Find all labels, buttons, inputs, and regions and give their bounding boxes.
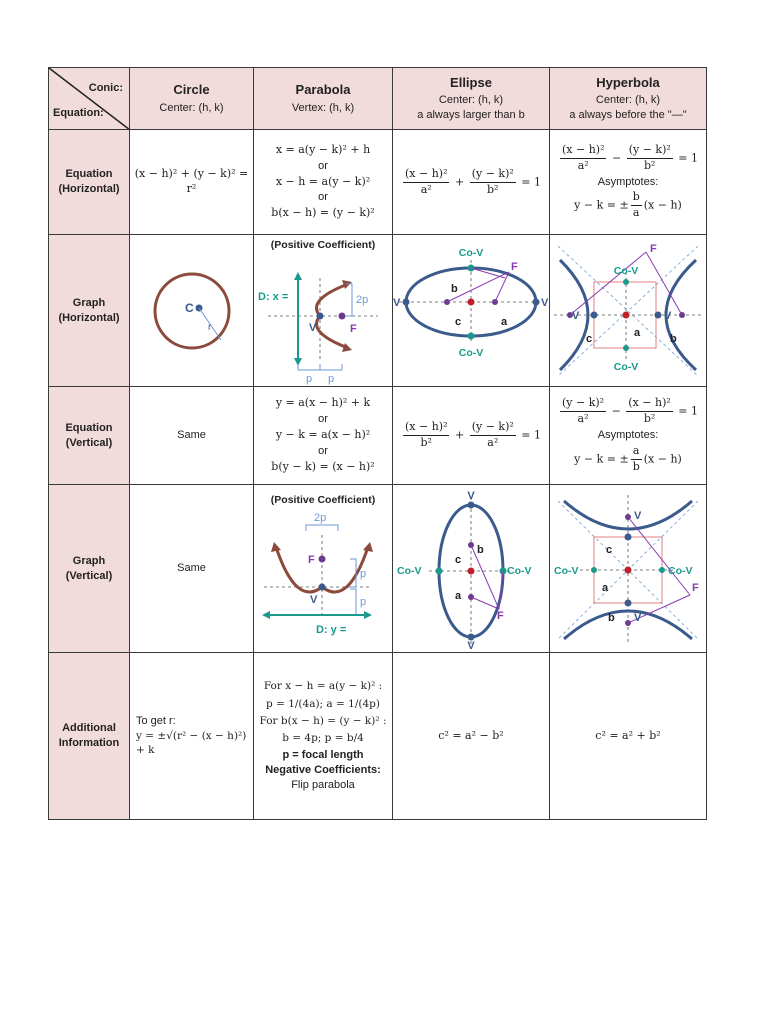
row-label-eq-vertical: Equation (Vertical) [49, 387, 130, 485]
circle-graph [137, 256, 247, 366]
row-label-graph-vertical: Graph (Vertical) [49, 485, 130, 653]
ellipse-v-c-label: c [455, 553, 462, 566]
header-hyperbola [550, 68, 707, 130]
ellipse-h-term2: $\frac{\text{(y − k)²}}{\text{b²}}$ [471, 166, 514, 196]
hyperbola-h-term1: $\frac{\text{(x − h)²}}{\text{a²}}$ [561, 142, 605, 172]
hyperbola-v-covertex-left: Co-V [554, 564, 579, 577]
hyperbola-v-term1: $\frac{\text{(y − k)²}}{\text{a²}}$ [561, 396, 605, 426]
ellipse-equation-horizontal: $\frac{\text{(x − h)²}}{\text{a²}}$ + $\frac{\text{(y − k)²}}{\text{b²}}$ = 1 [393, 130, 550, 235]
parabola-v-caption: (Positive Coefficient) [270, 493, 376, 506]
ellipse-v-v-bottom: V [467, 639, 475, 651]
circle-graph-cell [130, 235, 254, 387]
hyperbola-v-asym-rhs: (x − h) [643, 452, 682, 466]
header-circle [130, 68, 254, 130]
ellipse-v-term2: $\frac{\text{(y − k)²}}{\text{a²}}$ [471, 420, 514, 449]
hyperbola-h-focus-label: F [650, 242, 657, 255]
hyperbola-graph-v-cell [550, 485, 707, 653]
parabola-info-for1: For x − h = a(y − k)² : [263, 680, 383, 693]
parabola-v-line1: y = a(x − h)² + k [275, 396, 371, 410]
hyperbola-h-rhs: = 1 [678, 151, 699, 165]
hyperbola-h-v-right: V [664, 309, 672, 322]
header-parabola [254, 68, 393, 130]
hyperbola-v-asym-lhs: y − k = ± [574, 452, 629, 466]
hyperbola-v-v-bottom: V [634, 611, 642, 624]
hyperbola-h-covertex-bottom: Co-V [613, 360, 639, 373]
ellipse-graph-vertical [393, 487, 549, 651]
ellipse-v-term1: $\frac{\text{(x − h)²}}{\text{b²}}$ [404, 420, 448, 449]
hyperbola-equation-horizontal: $\frac{\text{(x − h)²}}{\text{a²}}$ − $\frac{\text{(y − k)²}}{\text{b²}}$ = 1 Asymptotes: y − k = ± $\frac{b}{a}$ (x − h) [550, 130, 707, 235]
ellipse-h-c-label: c [455, 315, 462, 328]
hyperbola-v-v-top: V [634, 509, 642, 522]
hyperbola-equation-vertical: $\frac{\text{(y − k)²}}{\text{a²}}$ − $\frac{\text{(x − h)²}}{\text{b²}}$ = 1 Asymptotes: y − k = ± $\frac{a}{b}$ (x − h) [550, 387, 707, 485]
hyperbola-h-b-label: b [670, 332, 677, 345]
twop-label: 2p [356, 293, 369, 306]
hyperbola-h-term2: $\frac{\text{(y − k)²}}{\text{b²}}$ [628, 142, 671, 172]
parabola-graph-v-cell [254, 485, 393, 653]
parabola-v-line2: y − k = a(x − h)² [275, 428, 371, 442]
circle-info-line2: y = ±√(r² − (x − h)²) + k [136, 730, 247, 757]
ellipse-v-focus-label: F [497, 609, 504, 622]
ellipse-v-covertex-right: Co-V [507, 564, 532, 577]
circle-graph-vertical: Same [130, 485, 254, 653]
circle-title: Circle [173, 82, 210, 98]
hyperbola-note: a always before the "—" [569, 109, 687, 122]
parabola-info-p: p = 1/(4a); a = 1/(4p) [266, 697, 380, 710]
hyperbola-v-asym-label: Asymptotes: [597, 429, 659, 442]
parabola-v-p2: p [360, 595, 367, 608]
parabola-vertex: Vertex: (h, k) [291, 101, 355, 114]
row-label-additional: Additional Information [49, 653, 130, 820]
ellipse-graph-h-cell [393, 235, 550, 387]
parabola-v-p1: p [360, 567, 367, 580]
parabola-graph-vertical [254, 487, 392, 651]
parabola-info-cell [254, 653, 393, 820]
ellipse-h-focus-label: F [511, 260, 518, 273]
hyperbola-graph-h-cell [550, 235, 707, 387]
parabola-v-line3: b(y − k) = (x − h)² [271, 459, 375, 473]
circle-info-cell [130, 653, 254, 820]
p-label-1: p [306, 372, 313, 385]
ellipse-v-covertex-left: Co-V [397, 564, 422, 577]
ellipse-h-rhs: = 1 [521, 175, 542, 188]
parabola-h-caption: (Positive Coefficient) [270, 238, 376, 251]
circle-eq-vertical: Same [130, 387, 254, 485]
row-label-graph-horizontal: Graph (Horizontal) [49, 235, 130, 387]
ellipse-info: c² = a² − b² [393, 653, 550, 820]
hyperbola-v-rhs: = 1 [678, 404, 699, 418]
parabola-v-directrix-label: D: y = [316, 623, 347, 636]
hyperbola-h-covertex-top: Co-V [613, 264, 639, 277]
hyperbola-h-v-left: V [572, 309, 580, 322]
ellipse-note: a always larger than b [417, 109, 525, 122]
hyperbola-title: Hyperbola [596, 74, 660, 90]
hyperbola-v-a-label: a [602, 581, 609, 594]
row-label-eq-horizontal: Equation (Horizontal) [49, 130, 130, 235]
parabola-v-or2: or [318, 444, 328, 457]
corner-conic-label: Conic: [88, 82, 123, 94]
focus-label: F [350, 322, 357, 335]
corner-cell [49, 68, 130, 130]
parabola-info-neg: Negative Coefficients: [265, 763, 381, 776]
hyperbola-v-b-label: b [608, 611, 615, 624]
parabola-h-line3: b(x − h) = (y − k)² [271, 206, 375, 220]
hyperbola-v-covertex-right: Co-V [668, 564, 693, 577]
hyperbola-h-asym-rhs: (x − h) [643, 198, 682, 212]
ellipse-h-b-label: b [451, 282, 458, 295]
parabola-v-twop: 2p [314, 511, 327, 524]
ellipse-equation-vertical: $\frac{\text{(x − h)²}}{\text{b²}}$ + $\frac{\text{(y − k)²}}{\text{a²}}$ = 1 [393, 387, 550, 485]
ellipse-v-a-label: a [455, 589, 462, 602]
ellipse-title: Ellipse [450, 74, 492, 90]
ellipse-graph-v-cell [393, 485, 550, 653]
parabola-v-focus: F [308, 553, 315, 566]
parabola-info-flip: Flip parabola [291, 778, 355, 791]
parabola-graph-horizontal [254, 236, 392, 386]
parabola-equations-horizontal [254, 130, 393, 235]
ellipse-graph-horizontal [393, 236, 549, 386]
circle-radius-label: r [207, 321, 211, 333]
hyperbola-center: Center: (h, k) [595, 94, 661, 107]
hyperbola-graph-horizontal [550, 236, 706, 386]
ellipse-h-v-left: V [393, 296, 401, 309]
ellipse-center: Center: (h, k) [438, 94, 504, 107]
ellipse-h-covertex-bottom: Co-V [458, 346, 484, 359]
ellipse-h-a-label: a [501, 315, 508, 328]
conics-table [48, 67, 707, 820]
parabola-h-or1: or [318, 159, 328, 172]
circle-info-line1: To get r: [136, 715, 176, 728]
parabola-info-for2: For b(x − h) = (y − k)² : [259, 714, 387, 727]
parabola-graph-h-cell [254, 235, 393, 387]
hyperbola-h-asym-lhs: y − k = ± [574, 198, 629, 212]
hyperbola-v-c-label: c [606, 543, 613, 556]
ellipse-h-term1: $\frac{\text{(x − h)²}}{\text{a²}}$ [404, 166, 448, 196]
hyperbola-graph-vertical [550, 487, 706, 651]
header-ellipse [393, 68, 550, 130]
parabola-h-line2: x − h = a(y − k)² [275, 174, 371, 188]
ellipse-v-v-top: V [467, 489, 475, 502]
parabola-v-vertex: V [310, 593, 318, 606]
parabola-info-focal: p = focal length [282, 749, 364, 762]
corner-equation-label: Equation: [53, 107, 104, 120]
parabola-h-or2: or [318, 191, 328, 204]
parabola-h-line1: x = a(y − k)² + h [275, 142, 371, 156]
parabola-info-b: b = 4p; p = b/4 [282, 731, 364, 744]
hyperbola-h-c-label: c [586, 332, 593, 345]
hyperbola-h-asym-slope: $\frac{b}{a}$ [632, 190, 640, 220]
hyperbola-h-a-label: a [634, 326, 641, 339]
parabola-v-or1: or [318, 413, 328, 426]
ellipse-v-rhs: = 1 [521, 428, 542, 442]
parabola-equations-vertical [254, 387, 393, 485]
hyperbola-info: c² = a² + b² [550, 653, 707, 820]
hyperbola-v-asym-slope: $\frac{a}{b}$ [632, 443, 640, 473]
circle-equation: (x − h)² + (y − k)² = r² [130, 130, 254, 235]
circle-center: Center: (h, k) [159, 101, 224, 114]
directrix-label: D: x = [258, 290, 289, 303]
ellipse-h-v-right: V [541, 296, 549, 309]
vertex-label: V [309, 321, 317, 334]
p-label-2: p [328, 372, 335, 385]
hyperbola-v-focus-label: F [692, 581, 699, 594]
hyperbola-h-asym-label: Asymptotes: [597, 175, 659, 188]
circle-center-label: C [184, 300, 194, 315]
ellipse-v-b-label: b [477, 543, 484, 556]
ellipse-h-covertex-top: Co-V [458, 246, 484, 259]
hyperbola-v-term2: $\frac{\text{(x − h)²}}{\text{b²}}$ [628, 396, 671, 426]
parabola-title: Parabola [295, 82, 351, 98]
